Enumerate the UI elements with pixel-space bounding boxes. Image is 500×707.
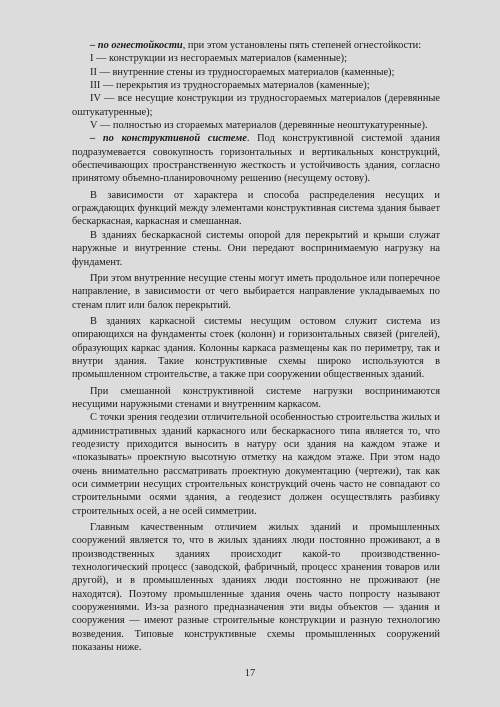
paragraph bbox=[72, 119, 440, 132]
text-run: несущих строительных конструкций очень bbox=[139, 479, 340, 490]
emphasized-text: называют сооружениями bbox=[72, 588, 440, 614]
emphasized-text: – по конструктивной системе bbox=[90, 133, 247, 145]
paragraph bbox=[72, 272, 440, 312]
paragraph bbox=[72, 132, 440, 185]
text-run: очень часто попросту bbox=[280, 588, 398, 600]
text-run: Главным качественным отличием жилых зданий и промышленных сооружений является то, что bbox=[72, 522, 440, 547]
paragraph bbox=[72, 521, 440, 654]
paragraph bbox=[72, 229, 440, 269]
text-run: При смешанной конструктивной системе нагрузки воспринимаются несущими наружными стенами и внутренним каркасом. bbox=[72, 385, 440, 410]
paragraph bbox=[72, 66, 440, 79]
text-run: II — внутренние стены из трудносгораемых материалов (каменные); bbox=[90, 66, 395, 78]
emphasized-text: в жилых зданиях люди постоянно проживают bbox=[208, 535, 420, 547]
paragraph bbox=[72, 411, 440, 518]
text-run: III — перекрытия из трудносгораемых материалов (каменные); bbox=[90, 80, 370, 92]
emphasized-text: часто не совпадают bbox=[339, 479, 427, 490]
paragraph bbox=[72, 39, 440, 52]
text-run: опорой для перекрытий и крыши служат наружные и внутренние стены. Они передают воспринимаемую нагрузку на фундамент. bbox=[72, 229, 441, 268]
paragraph bbox=[72, 385, 440, 412]
text-run: . Под конструктивной системой здания подразумевается совокупность горизонтальных и вертикальных конструкций, обеспечивающих пространственную жесткость и устойчивость здания, согласно принятому объемно-планировочному решению (несущему остову). bbox=[72, 133, 440, 185]
text-run: При этом внутренние несущие стены могут иметь продольное или поперечное направление, в зависимости от чего выбирается направление укладываемых по стенам плит или балок перекрытий. bbox=[72, 272, 440, 311]
text-run: со строительными осями здания, а геодезист должен осуществлять разбивку строительных осей, а не осей симметрии. bbox=[72, 479, 440, 517]
paragraph bbox=[72, 189, 440, 229]
text-run: , при этом установлены пять степеней огнестойкости: bbox=[182, 40, 422, 51]
emphasized-text: С точки зрения геодезии bbox=[90, 412, 199, 424]
text-run: IV — все несущие конструкции из трудносгораемых материалов (деревянные оштукатуренные); bbox=[72, 93, 440, 118]
emphasized-text: оси симметрии bbox=[72, 479, 140, 490]
text-run: В зданиях каркасной системы несущим остовом служит система из опирающихся на фундаменты стоек (колонн) и горизонтальных связей (ригелей), образующих каркас здания. Колонны каркаса размещены как по периметру, так и внутри здания. Такие конструктивные схемы широко используются в промышленном строительстве, а также при сооружении общественных зданий. bbox=[72, 315, 440, 381]
text-run: . Из-за разного предназначения эти виды объектов — здания и сооружения — имеют разные строительные конструкции и разную технологию возведения. Типовые конструктивные схемы промышленных сооружений показаны ниже. bbox=[72, 602, 440, 654]
emphasized-text: промышленные здания bbox=[173, 588, 281, 600]
paragraph bbox=[72, 92, 440, 119]
text-run: В зависимости от характера и способа распределения несущих и ограждающих функций между элементами конструктивная система здания бывает бескаркасная, каркасная и смешанная. bbox=[72, 189, 440, 228]
page-number: 17 bbox=[244, 668, 256, 679]
text-run: I — конструкции из несгораемых материалов (каменные); bbox=[90, 53, 348, 65]
text-run: , а в производственных зданиях происходит какой-то производственно-технологический процесс (заводской, фабричный, процесс хранения товаров или другой), и в промышленных зданиях люди bbox=[72, 535, 441, 587]
emphasized-text: В зданиях бескаркасной системы bbox=[90, 229, 244, 241]
paragraph bbox=[72, 79, 440, 92]
paragraph bbox=[72, 315, 440, 382]
paragraph bbox=[72, 52, 440, 65]
emphasized-text: постоянно не проживают bbox=[295, 575, 419, 587]
text-run: V — полностью из сгораемых материалов (деревянные неоштукатуренные). bbox=[90, 120, 428, 132]
emphasized-text: – по огнестойкости bbox=[90, 40, 183, 51]
text-run: (не находятся). Поэтому bbox=[72, 575, 440, 600]
body-text bbox=[72, 39, 440, 654]
text-run: отличительной особенностью строительства жилых и административных зданий каркасного или бескаркасного типа является то, что геодезисту приходится выносить в натуру оси здания на каждом этаже и «показывать» проектную высотную отметку на каждом этаже. При этом надо очень внимательно рассматривать проектную документацию (чертежи), так как bbox=[72, 412, 440, 477]
